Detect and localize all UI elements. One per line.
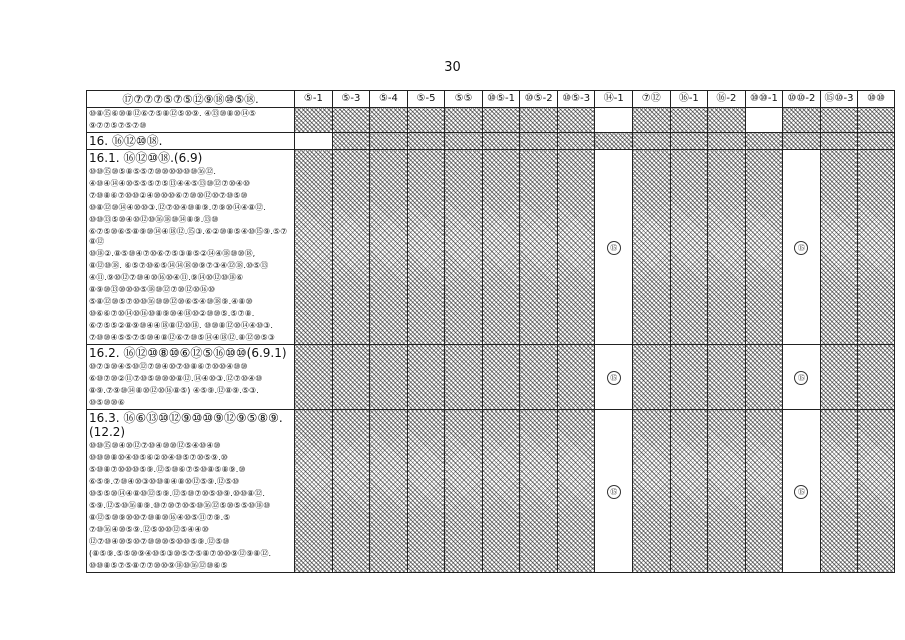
- hatched-cell: [858, 410, 895, 573]
- hatched-cell: [445, 133, 483, 150]
- hatched-cell: [445, 108, 483, 133]
- hatched-cell: [820, 345, 858, 410]
- hatched-cell: [745, 150, 783, 345]
- row-text-line: ⑥⑩⑦⑩②⑪⑦⑩⑤⑩⑩⑩⑧⑫.⑭④⑩③.⑫⑦⑩④⑩: [89, 374, 263, 383]
- row-text-line: ⑧⑫⑤⑩⑨⑩⑩⑦⑩⑧⑩⑯④⑩⑤⑪⑦⑨.⑤: [89, 513, 231, 522]
- row-text-line: ⑩⑦③⑩④⑤⑩⑫⑦⑩④⑩⑦⑩⑧⑥⑦⑩⑩④⑩⑩: [89, 362, 248, 371]
- hatched-cell: [783, 133, 821, 150]
- row-text-line: ⑦⑩⑩④⑤⑤⑦⑤⑩④⑧⑫⑥⑦⑩⑤⑭④⑱⑫.⑧⑫⑩⑤③: [89, 333, 275, 342]
- hatched-cell: [295, 133, 333, 150]
- row-text-line: ⑩⑧⑫⑩⑭④⑩⑩③.⑫⑦⑩④⑩⑧⑨.⑦⑨⑩⑭④⑧⑫.: [89, 203, 266, 212]
- hatched-cell: [557, 410, 595, 573]
- hatched-cell: [670, 108, 708, 133]
- row-text-line: (⑧⑤⑨.⑤⑤⑩⑨④⑩⑤③⑩⑤⑦⑤⑧⑦⑩⑩⑨⑫⑨⑧⑫.: [89, 549, 271, 558]
- hatched-cell: [332, 345, 370, 410]
- hatched-cell: [295, 150, 333, 345]
- hatched-cell: [445, 150, 483, 345]
- hatched-cell: [520, 410, 558, 573]
- row-text-line: ⑤⑧⑫⑩⑤⑦⑩⑩⑯⑩⑩⑫⑩⑥⑤④⑩⑱⑨.④⑧⑩: [89, 297, 253, 306]
- hatched-cell: [783, 108, 821, 133]
- hatched-cell: [633, 150, 671, 345]
- applicability-mark-cell: [595, 410, 633, 573]
- row-text-line: ⑩⑤⑤⑩⑭④⑧⑩⑫⑤⑨.⑫⑤⑩⑦⑩⑤⑩⑨.⑩⑩⑧⑫.: [89, 489, 265, 498]
- page-number: 30: [444, 60, 461, 75]
- hatched-cell: [557, 108, 595, 133]
- hatched-cell: [520, 150, 558, 345]
- hatched-cell: [482, 410, 520, 573]
- col-head: ⑤-5: [407, 91, 445, 108]
- col-head: ⑩⑩: [858, 91, 895, 108]
- hatched-cell: [708, 410, 746, 573]
- hatched-cell: [633, 133, 671, 150]
- hatched-cell: [820, 410, 858, 573]
- col-head: ⑩⑤-3: [557, 91, 595, 108]
- col-head: ⑤-4: [370, 91, 408, 108]
- hatched-cell: [407, 133, 445, 150]
- hatched-cell: [557, 133, 595, 150]
- section-title: 16.3. ⑯⑥⑬⑩⑫⑨⑩⑩⑨⑫⑨⑤⑧⑨. (12.2): [89, 411, 283, 439]
- row-text-line: ⑩⑧⑮⑥⑩⑧⑫⑥⑦⑤⑧⑫⑤⑩⑨. ④⑬⑩⑧⑩⑭⑤: [89, 109, 257, 118]
- hatched-cell: [670, 150, 708, 345]
- col-head: ⑤-3: [332, 91, 370, 108]
- row-description: [87, 345, 295, 410]
- hatched-cell: [670, 345, 708, 410]
- hatched-cell: [482, 108, 520, 133]
- hatched-cell: [370, 133, 408, 150]
- row-text-line: ⑩⑩⑮⑩④⑩⑫⑦⑩④⑩⑩⑫⑤④⑩④⑩: [89, 441, 221, 450]
- section-title: 16. ⑯⑫⑩⑱.: [89, 134, 163, 148]
- row-text-line: ⑫⑦⑩④⑩⑤⑩⑦⑩⑩⑩⑤⑩⑩⑤⑨.⑫⑤⑩: [89, 537, 230, 546]
- hatched-cell: [633, 108, 671, 133]
- col-head: ⑯-2: [708, 91, 746, 108]
- requirements-table: [86, 90, 895, 573]
- hatched-cell: [858, 133, 895, 150]
- circle-mark-icon: ⑮: [607, 485, 621, 499]
- hatched-cell: [332, 150, 370, 345]
- row-description: [87, 133, 295, 150]
- circle-mark-icon: ⑮: [607, 371, 621, 385]
- hatched-cell: [858, 108, 895, 133]
- col-head: ⑤⑤: [445, 91, 483, 108]
- circle-mark-icon: ⑮: [794, 241, 808, 255]
- table-row-s16-3: [87, 410, 895, 573]
- col-head: ⑭-1: [595, 91, 633, 108]
- section-title: 16.2. ⑯⑫⑩⑧⑩⑥⑫⑤⑯⑩⑩(6.9.1): [89, 346, 287, 360]
- hatched-cell: [407, 150, 445, 345]
- col-head: ⑩⑩-2: [783, 91, 821, 108]
- hatched-cell: [670, 133, 708, 150]
- hatched-cell: [557, 345, 595, 410]
- hatched-cell: [370, 108, 408, 133]
- row-text-line: ⑧⑨⑩⑬⑩⑩⑩⑤⑱⑩⑫⑦⑩⑫⑩⑯⑩: [89, 285, 216, 294]
- hatched-cell: [332, 108, 370, 133]
- row-text-line: ⑩⑤⑩⑩⑥: [89, 398, 125, 407]
- header-first-cell: ⑰⑦⑦⑦⑤⑦⑤⑫⑨⑱⑩⑤⑱.: [87, 91, 295, 108]
- hatched-cell: [820, 150, 858, 345]
- col-head: ⑩⑩-1: [745, 91, 783, 108]
- row-text-line: ⑧⑨.⑦⑨⑩⑭⑧⑩⑫⑩⑯⑧⑤) ④⑤⑨.⑫⑧⑨.⑤③.: [89, 386, 259, 395]
- applicability-mark-cell: [783, 345, 821, 410]
- col-head: ⑦⑫: [633, 91, 671, 108]
- section-title: 16.1. ⑯⑫⑩⑱.(6.9): [89, 151, 203, 165]
- hatched-cell: [520, 345, 558, 410]
- col-head: ⑤-1: [295, 91, 333, 108]
- hatched-cell: [445, 410, 483, 573]
- hatched-cell: [520, 133, 558, 150]
- row-text-line: ⑩⑩⑮⑩⑤⑧⑤⑤⑦⑩⑩⑩⑩⑩⑩⑯⑫.: [89, 167, 216, 176]
- empty-cell: [595, 108, 633, 133]
- hatched-cell: [820, 108, 858, 133]
- applicability-mark-cell: [783, 150, 821, 345]
- hatched-cell: [670, 410, 708, 573]
- hatched-cell: [520, 108, 558, 133]
- row-text-line: ⑩⑩⑬⑤⑩④⑩⑫⑩⑯⑱⑩⑭⑧⑨.⑬⑩: [89, 215, 219, 224]
- hatched-cell: [745, 345, 783, 410]
- hatched-cell: [482, 133, 520, 150]
- row-description: [87, 108, 295, 133]
- row-text-line: ⑦⑩⑧⑥⑦⑩⑩②④⑩⑩⑩⑥⑦⑩⑩⑫⑩⑦⑩⑤⑩: [89, 191, 248, 200]
- row-description: [87, 410, 295, 573]
- applicability-mark-cell: [595, 150, 633, 345]
- hatched-cell: [370, 150, 408, 345]
- hatched-cell: [708, 150, 746, 345]
- circle-mark-icon: ⑮: [794, 371, 808, 385]
- table-row-s16: [87, 133, 895, 150]
- hatched-cell: [858, 150, 895, 345]
- hatched-cell: [482, 150, 520, 345]
- hatched-cell: [633, 410, 671, 573]
- applicability-mark-cell: [595, 345, 633, 410]
- row-text-line: ⑥⑤⑨.⑦⑩④⑩③⑩⑩⑧④⑧⑩⑫⑤⑨.⑫⑤⑩: [89, 477, 240, 486]
- hatched-cell: [407, 410, 445, 573]
- header-row: [87, 91, 895, 108]
- row-text-line: ⑦⑩⑯④⑩⑤⑨.⑫⑤⑩⑩⑫⑤④④⑩: [89, 525, 209, 534]
- row-text-line: ⑥⑦⑤⑩⑥⑤⑧⑨⑩⑭④⑱⑫.⑮③.⑥②⑩⑧⑤④⑩⑮⑨.⑤⑦⑧⑫: [89, 227, 288, 246]
- row-text-line: ⑤⑩⑧⑦⑩⑩⑩⑤⑨.⑫⑤⑩⑥⑦⑤⑩⑧⑤⑧⑨.⑩: [89, 465, 246, 474]
- col-head: ⑮⑩-3: [820, 91, 858, 108]
- row-text-line: ⑩⑩⑧⑤⑦⑤⑧⑦⑦⑩⑩⑨⑱⑩⑯⑫⑩⑥⑤: [89, 561, 228, 570]
- applicability-mark-cell: [783, 410, 821, 573]
- hatched-cell: [820, 133, 858, 150]
- hatched-cell: [370, 345, 408, 410]
- table-row-s16-2: [87, 345, 895, 410]
- col-head: ⑯-1: [670, 91, 708, 108]
- row-text-line: ⑩⑥⑥⑦⑩⑭⑩⑯⑩⑧⑨⑩④⑱⑩②⑩⑩⑤.⑤⑦⑧.: [89, 309, 255, 318]
- hatched-cell: [482, 345, 520, 410]
- hatched-cell: [295, 108, 333, 133]
- row-text-line: ⑥⑦⑤⑤②⑧⑨⑩④④⑱⑧⑫⑩⑱. ⑩⑩⑧⑫⑩⑭④⑩③.: [89, 321, 273, 330]
- hatched-cell: [745, 133, 783, 150]
- col-head: ⑩⑤-2: [520, 91, 558, 108]
- hatched-cell: [745, 410, 783, 573]
- circle-mark-icon: ⑮: [607, 241, 621, 255]
- hatched-cell: [557, 150, 595, 345]
- hatched-cell: [633, 345, 671, 410]
- empty-cell: [745, 108, 783, 133]
- hatched-cell: [595, 133, 633, 150]
- row-description: [87, 150, 295, 345]
- row-text-line: ④⑩④⑭④⑩⑤⑤⑤⑦⑤⑬④④⑤⑬⑩⑫⑦⑩④⑩: [89, 179, 251, 188]
- hatched-cell: [332, 410, 370, 573]
- hatched-cell: [708, 133, 746, 150]
- row-text-line: ⑤⑨.⑫⑤⑩⑯⑧⑨.⑩⑦⑩⑦⑩⑤⑩⑯⑫⑤⑩⑤⑤⑩⑱⑩: [89, 501, 271, 510]
- table-row-intro: [87, 108, 895, 133]
- hatched-cell: [332, 133, 370, 150]
- table-row-s16-1: [87, 150, 895, 345]
- hatched-cell: [295, 410, 333, 573]
- hatched-cell: [295, 345, 333, 410]
- row-text-line: ⑧⑫⑩⑱. ⑥⑤⑦⑩⑥⑤⑭⑭⑱⑩⑨⑦③④⑫⑱.⑩⑤⑬: [89, 261, 269, 270]
- row-text-line: ⑩⑩⑩⑧⑩④⑩⑤⑥②⑩④⑩⑤⑦⑩⑤⑨.⑩: [89, 453, 228, 462]
- hatched-cell: [708, 345, 746, 410]
- hatched-cell: [407, 108, 445, 133]
- hatched-cell: [858, 345, 895, 410]
- col-head: ⑩⑤-1: [482, 91, 520, 108]
- hatched-cell: [708, 108, 746, 133]
- row-text-line: ④⑪.⑨⑩⑫⑦⑩④⑩⑯⑩④⑪.⑨⑭⑩⑫⑩⑱⑥: [89, 273, 244, 282]
- hatched-cell: [370, 410, 408, 573]
- hatched-cell: [445, 345, 483, 410]
- circle-mark-icon: ⑮: [794, 485, 808, 499]
- hatched-cell: [407, 345, 445, 410]
- row-text-line: ⑩⑱②.⑧⑤⑩④⑦⑩⑥⑦⑤③⑧⑤②⑭④⑱⑩⑩⑱,: [89, 249, 256, 258]
- row-text-line: ⑨⑦⑦⑤⑦⑤⑦⑩: [89, 121, 147, 130]
